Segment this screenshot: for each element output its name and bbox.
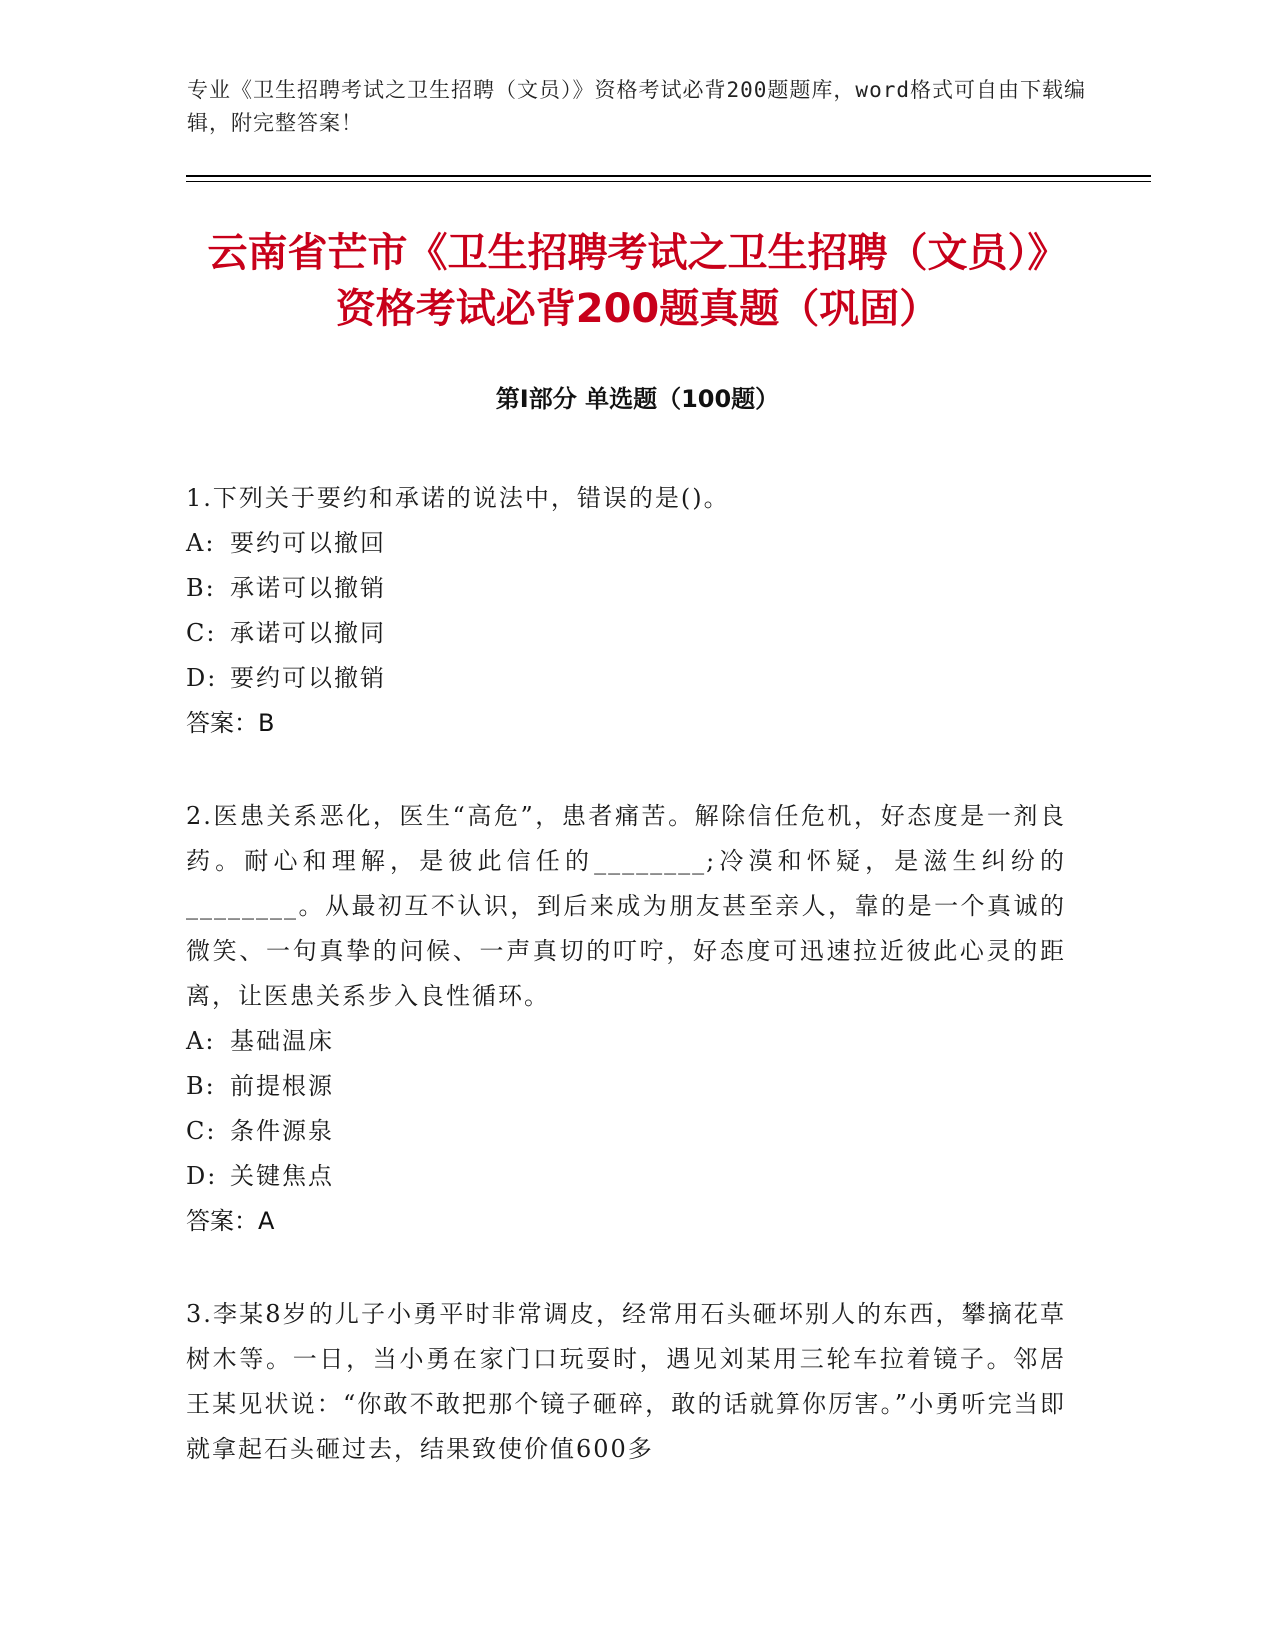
answer-line: 答案：A	[186, 1207, 275, 1235]
option-text: 基础温床	[230, 1027, 334, 1055]
option-b	[186, 1064, 1066, 1109]
question-stem: 3.李某8岁的儿子小勇平时非常调皮，经常用石头砸坏别人的东西，攀摘花草树木等。一日，当小勇在家门口玩耍时，遇见刘某用三轮车拉着镜子。邻居王某见状说：“你敢不敢把那个镜子砸碎，敢的话就算你厉害。”小勇听完当即就拿起石头砸过去，结果致使价值600多	[186, 1300, 1066, 1463]
option-text: 承诺可以撤同	[230, 619, 386, 647]
question-1	[186, 476, 1066, 746]
option-key: B:	[186, 574, 216, 602]
option-key: A:	[186, 1027, 216, 1055]
option-key: A:	[186, 529, 216, 557]
option-b	[186, 566, 1066, 611]
option-text: 承诺可以撤销	[230, 574, 386, 602]
option-key: C:	[186, 1117, 217, 1145]
option-key: B:	[186, 1072, 216, 1100]
option-key: C:	[186, 619, 217, 647]
option-c	[186, 611, 1066, 656]
option-c	[186, 1109, 1066, 1154]
option-key: D:	[186, 1162, 218, 1190]
option-a	[186, 1019, 1066, 1064]
answer-line: 答案：B	[186, 709, 275, 737]
header-note: 专业《卫生招聘考试之卫生招聘（文员）》资格考试必背200题题库，word格式可自由下载编辑，附完整答案！	[187, 78, 1086, 135]
question-stem: 2.医患关系恶化，医生“高危”，患者痛苦。解除信任危机，好态度是一剂良药。耐心和理解，是彼此信任的________;冷漠和怀疑，是滋生纠纷的________。从最初互不认识，到后来成为朋友甚至亲人，靠的是一个真诚的微笑、一句真挚的问候、一声真切的叮咛，好态度可迅速拉近彼此心灵的距离，让医患关系步入良性循环。	[186, 802, 1066, 1010]
option-text: 关键焦点	[230, 1162, 334, 1190]
option-d	[186, 656, 1066, 701]
question-2	[186, 794, 1066, 1244]
question-3	[186, 1292, 1066, 1472]
section-title: 第Ⅰ部分 单选题（100题）	[495, 385, 780, 413]
header-rule-thin	[186, 181, 1151, 182]
option-d	[186, 1154, 1066, 1199]
option-text: 前提根源	[230, 1072, 334, 1100]
option-key: D:	[186, 664, 218, 692]
question-stem: 1.下列关于要约和承诺的说法中，错误的是()。	[186, 484, 730, 512]
document-title: 云南省芒市《卫生招聘考试之卫生招聘（文员）》资格考试必背200题真题（巩固）	[207, 230, 1068, 332]
option-text: 要约可以撤销	[230, 664, 386, 692]
option-a	[186, 521, 1066, 566]
header-rule-thick	[186, 175, 1151, 177]
option-text: 要约可以撤回	[230, 529, 386, 557]
option-text: 条件源泉	[230, 1117, 334, 1145]
question-list	[186, 476, 1066, 1520]
